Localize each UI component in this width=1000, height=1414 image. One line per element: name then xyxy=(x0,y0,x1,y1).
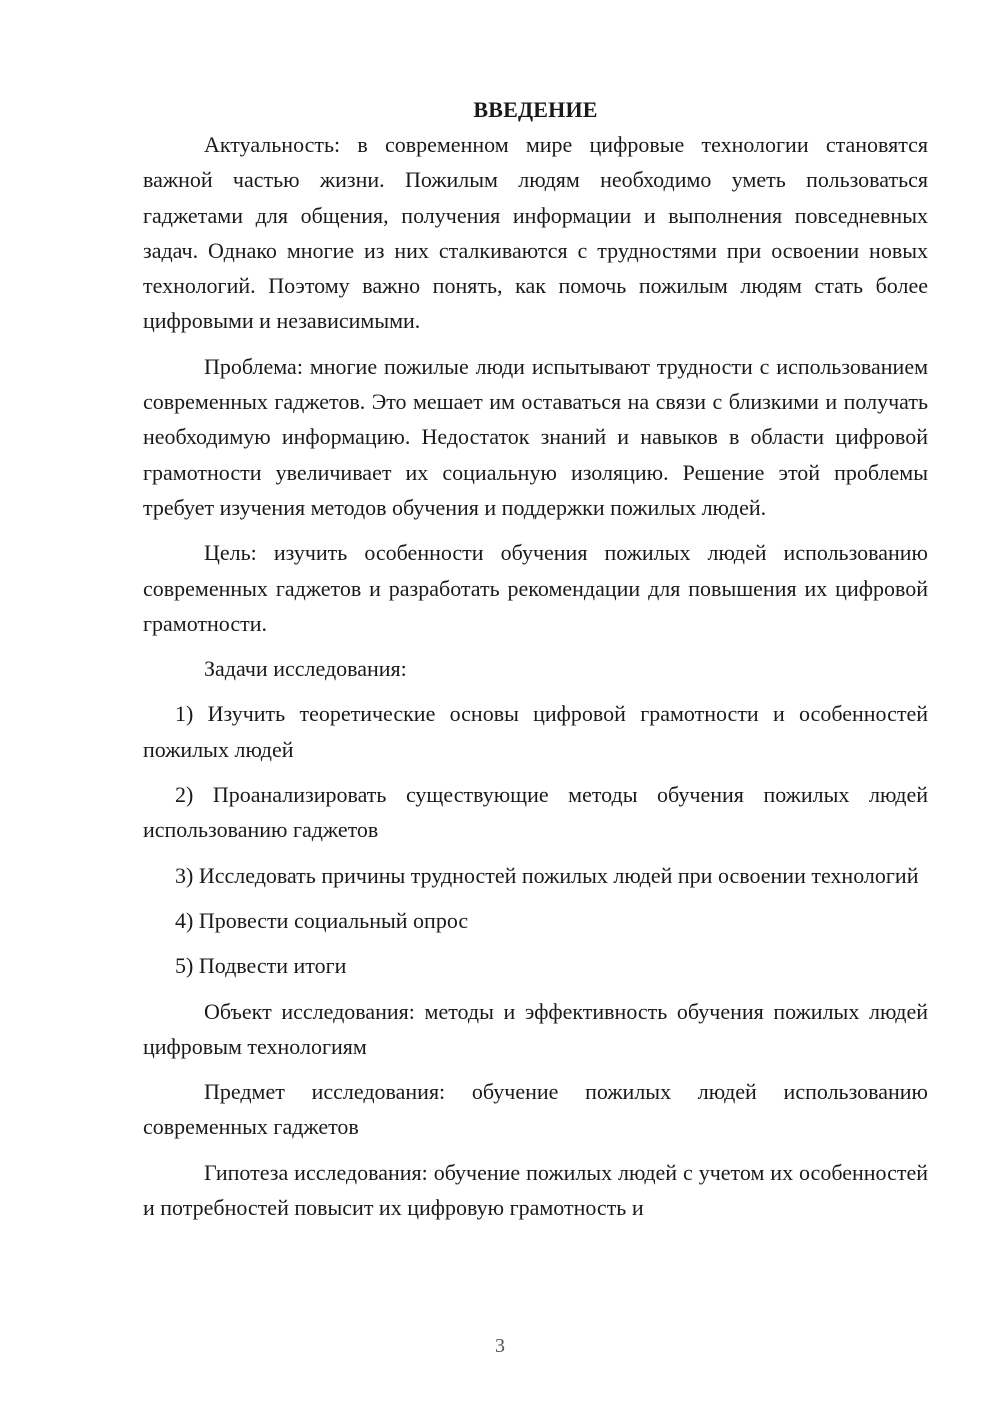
paragraph-goal: Цель: изучить особенности обучения пожилых людей использованию современных гаджетов и разработать рекомендации для повышения их цифровой грамотности. xyxy=(143,540,928,636)
paragraph-subject: Предмет исследования: обучение пожилых людей использованию современных гаджетов xyxy=(143,1079,928,1140)
paragraph-object: Объект исследования: методы и эффективность обучения пожилых людей цифровым технологиям xyxy=(143,998,928,1059)
page-body xyxy=(143,92,928,1225)
list-item-task-5: 5) Подвести итоги xyxy=(175,953,347,979)
paragraph-relevance: Актуальность: в современном мире цифровые технологии становятся важной частью жизни. Пожилым людям необходимо уметь пользоваться гаджетами для общения, получения информации и выполнения повседневных задач. Однако многие из них сталкиваются с трудностями при освоении новых технологий. Поэтому важно понять, как помочь пожилым людям стать более цифровыми и независимыми. xyxy=(143,132,928,334)
page-title: ВВЕДЕНИЕ xyxy=(473,97,598,122)
list-item-task-2: 2) Проанализировать существующие методы обучения пожилых людей использованию гаджетов xyxy=(143,782,928,843)
paragraph-problem: Проблема: многие пожилые люди испытывают трудности с использованием современных гаджетов. Это мешает им оставаться на связи с близкими и получать необходимую информацию. Недостаток знаний и навыков в области цифровой грамотности увеличивает их социальную изоляцию. Решение этой проблемы требует изучения методов обучения и поддержки пожилых людей. xyxy=(143,353,928,520)
list-item-task-1: 1) Изучить теоретические основы цифровой грамотности и особенностей пожилых людей xyxy=(143,701,928,762)
paragraph-hypothesis: Гипотеза исследования: обучение пожилых людей с учетом их особенностей и потребностей повысит их цифровую грамотность и xyxy=(143,1159,928,1221)
list-item-task-4: 4) Провести социальный опрос xyxy=(175,907,469,933)
list-item-task-3: 3) Исследовать причины трудностей пожилых людей при освоении технологий xyxy=(175,862,919,888)
paragraph-tasks-heading: Задачи исследования: xyxy=(204,656,407,682)
page-number: 3 xyxy=(495,1335,505,1357)
